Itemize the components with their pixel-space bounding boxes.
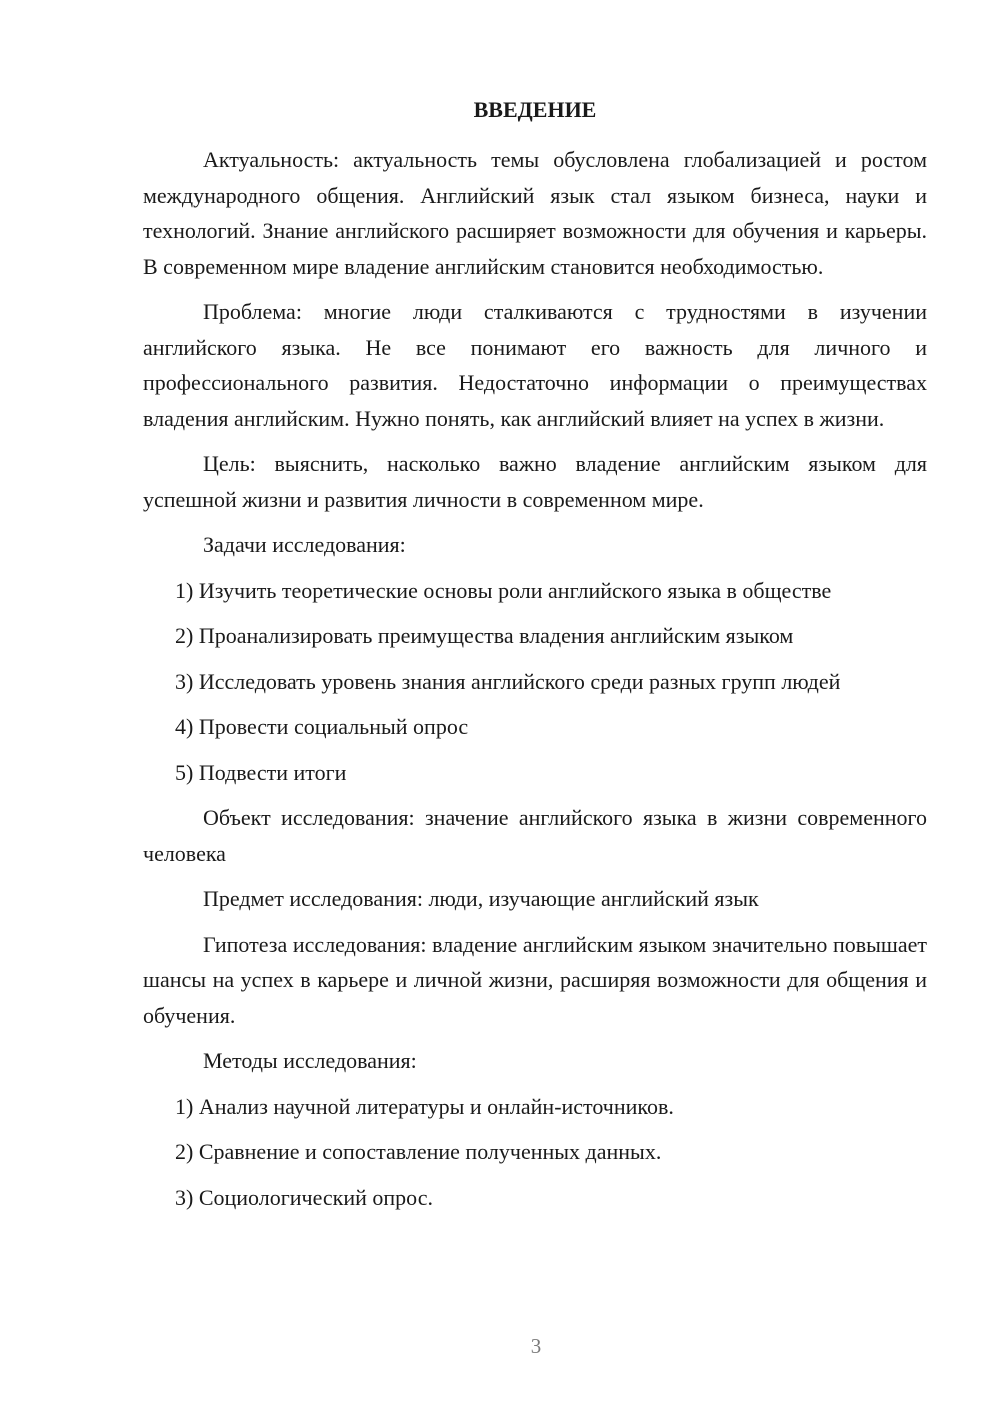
goal-paragraph: Цель: выяснить, насколько важно владение английским языком для успешной жизни и развития личности в современном мире. bbox=[143, 451, 927, 512]
task-item: 1) Изучить теоретические основы роли английского языка в обществе bbox=[175, 577, 832, 603]
method-item: 2) Сравнение и сопоставление полученных данных. bbox=[175, 1139, 662, 1164]
relevance-paragraph: Актуальность: актуальность темы обусловлена глобализацией и ростом международного общения. Английский язык стал языком бизнеса, науки и технологий. Знание английского расширяет возможности для обучения и карьеры. В современном мире владение английским становится необходимостью. bbox=[143, 147, 927, 279]
document-page bbox=[143, 96, 927, 1225]
subject-paragraph: Предмет исследования: люди, изучающие английский язык bbox=[203, 886, 759, 911]
method-item: 1) Анализ научной литературы и онлайн-источников. bbox=[175, 1093, 674, 1119]
object-paragraph: Объект исследования: значение английского языка в жизни современного человека bbox=[143, 805, 927, 866]
task-item: 2) Проанализировать преимущества владения английским языком bbox=[175, 623, 794, 648]
tasks-heading: Задачи исследования: bbox=[203, 532, 406, 557]
task-item: 4) Провести социальный опрос bbox=[175, 714, 469, 739]
section-title: ВВЕДЕНИЕ bbox=[473, 97, 597, 122]
method-item: 3) Социологический опрос. bbox=[175, 1184, 433, 1210]
task-item: 3) Исследовать уровень знания английского среди разных групп людей bbox=[175, 668, 841, 694]
problem-paragraph: Проблема: многие люди сталкиваются с трудностями в изучении английского языка. Не все понимают его важность для личного и профессионального развития. Недостаточно информации о преимуществах владения английским. Нужно понять, как английский влияет на успех в жизни. bbox=[143, 299, 927, 431]
hypothesis-paragraph: Гипотеза исследования: владение английским языком значительно повышает шансы на успех в карьере и личной жизни, расширяя возможности для общения и обучения. bbox=[143, 931, 927, 1028]
page-number: 3 bbox=[530, 1334, 542, 1358]
task-item: 5) Подвести итоги bbox=[175, 759, 347, 785]
methods-heading: Методы исследования: bbox=[203, 1048, 417, 1073]
